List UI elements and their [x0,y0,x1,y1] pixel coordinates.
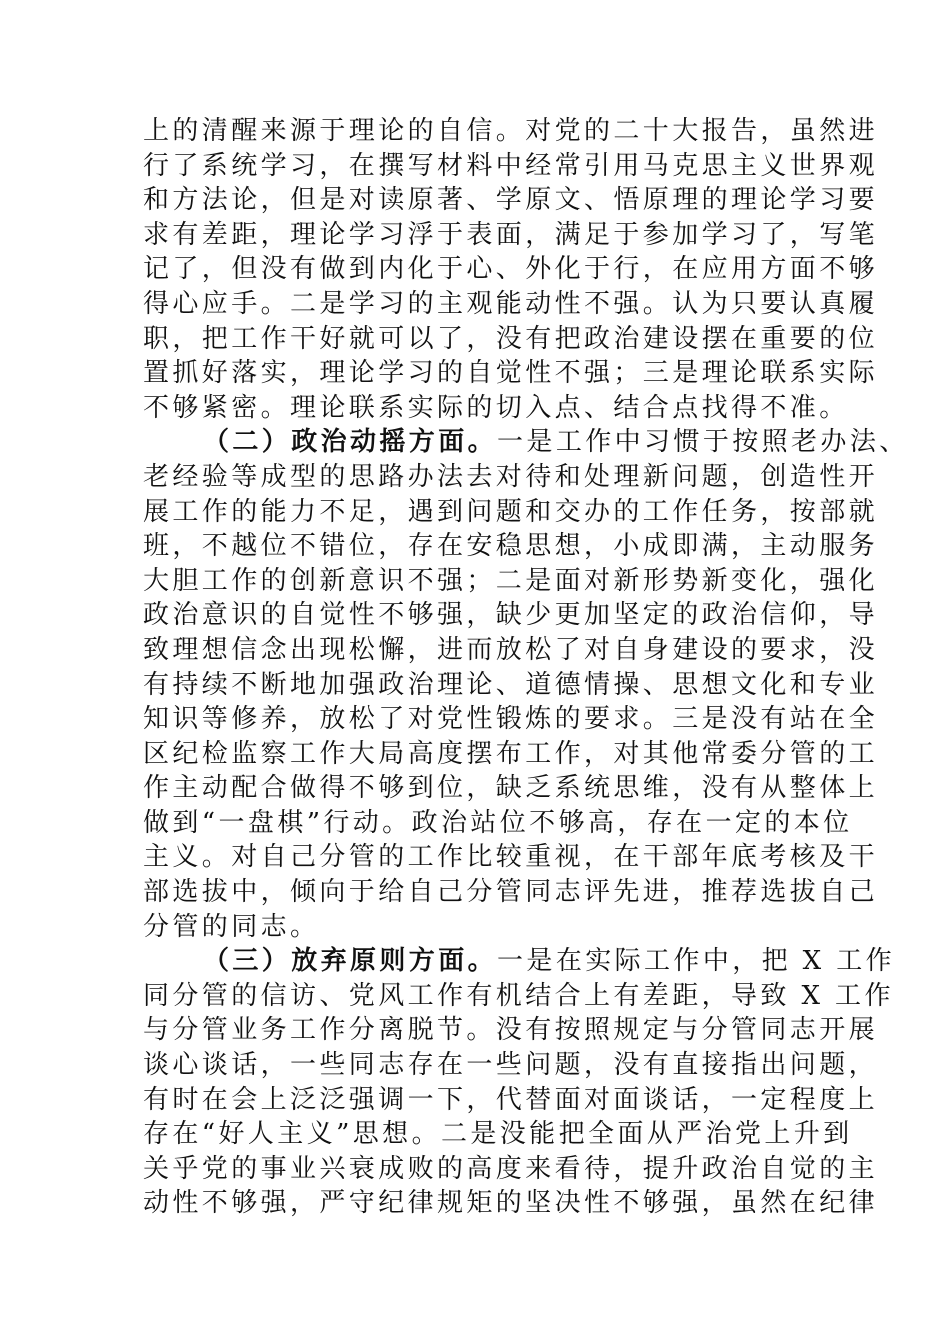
paragraph-line: 作主动配合做得不够到位，缺乏系统思维，没有从整体上 [143,773,879,804]
paragraph-line: 展工作的能力不足，遇到问题和交办的工作任务，按部就 [143,496,879,527]
paragraph-line: 存在“好人主义”思想。二是没能把全面从严治党上升到 [143,1119,853,1150]
paragraph-line: 分管的同志。 [143,911,320,942]
paragraph-line: 部选拔中，倾向于给自己分管同志评先进，推荐选拔自己 [143,877,879,908]
section-2-first-line-text: 一是工作中习惯于按照老办法、 [497,427,909,458]
paragraph-line: 有时在会上泛泛强调一下，代替面对面谈话，一定程度上 [143,1084,879,1115]
paragraph-line: 政治意识的自觉性不够强，缺少更加坚定的政治信仰，导 [143,600,879,631]
paragraph-line: 不够紧密。理论联系实际的切入点、结合点找得不准。 [143,392,849,423]
paragraph-line: 记了，但没有做到内化于心、外化于行，在应用方面不够 [143,254,879,285]
paragraph-line: 班，不越位不错位，存在安稳思想，小成即满，主动服务 [143,531,879,562]
paragraph-line: 有持续不断地加强政治理论、道德情操、思想文化和专业 [143,669,879,700]
paragraph-line: 上的清醒来源于理论的自信。对党的二十大报告，虽然进 [143,116,879,146]
document-body [143,114,909,1221]
paragraph-line: 行了系统学习，在撰写材料中经常引用马克思主义世界观 [143,150,879,181]
paragraph-line: 求有差距，理论学习浮于表面，满足于参加学习了，写笔 [143,219,879,250]
paragraph-line: 主义。对自己分管的工作比较重视，在干部年底考核及干 [143,842,879,873]
paragraph-line: 和方法论，但是对读原著、学原文、悟原理的理论学习要 [143,185,879,216]
paragraph-line: 置抓好落实，理论学习的自觉性不强；三是理论联系实际 [143,358,879,389]
paragraph-line: 与分管业务工作分离脱节。没有按照规定与分管同志开展 [143,1015,879,1046]
paragraph-line: 同分管的信访、党风工作有机结合上有差距，导致 X 工作 [143,980,894,1011]
section-3-first-line-text: 一是在实际工作中，把 X 工作 [497,946,896,977]
paragraph-line: 知识等修养，放松了对党性锻炼的要求。三是没有站在全 [143,704,879,735]
paragraph-line: 得心应手。二是学习的主观能动性不强。认为只要认真履 [143,288,879,319]
paragraph-line: 动性不够强，严守纪律规矩的坚决性不够强，虽然在纪律 [143,1188,879,1219]
paragraph-line: 老经验等成型的思路办法去对待和处理新问题，创造性开 [143,461,879,492]
paragraph-line: 大胆工作的创新意识不强；二是面对新形势新变化，强化 [143,565,879,596]
section-2-first-line [143,425,909,460]
paragraph-line: 谈心谈话，一些同志存在一些问题，没有直接指出问题， [143,1050,879,1081]
paragraph-line: 职，把工作干好就可以了，没有把政治建设摆在重要的位 [143,323,879,354]
section-2-heading: （二）政治动摇方面。 [203,427,498,458]
section-3-first-line [143,944,896,979]
paragraph-line: 致理想信念出现松懈，进而放松了对自身建设的要求，没 [143,634,879,665]
section-3-heading: （三）放弃原则方面。 [203,946,498,977]
paragraph-line: 关乎党的事业兴衰成败的高度来看待，提升政治自觉的主 [143,1153,879,1184]
paragraph-line: 区纪检监察工作大局高度摆布工作，对其他常委分管的工 [143,738,879,769]
paragraph-line: 做到“一盘棋”行动。政治站位不够高，存在一定的本位 [143,807,853,838]
